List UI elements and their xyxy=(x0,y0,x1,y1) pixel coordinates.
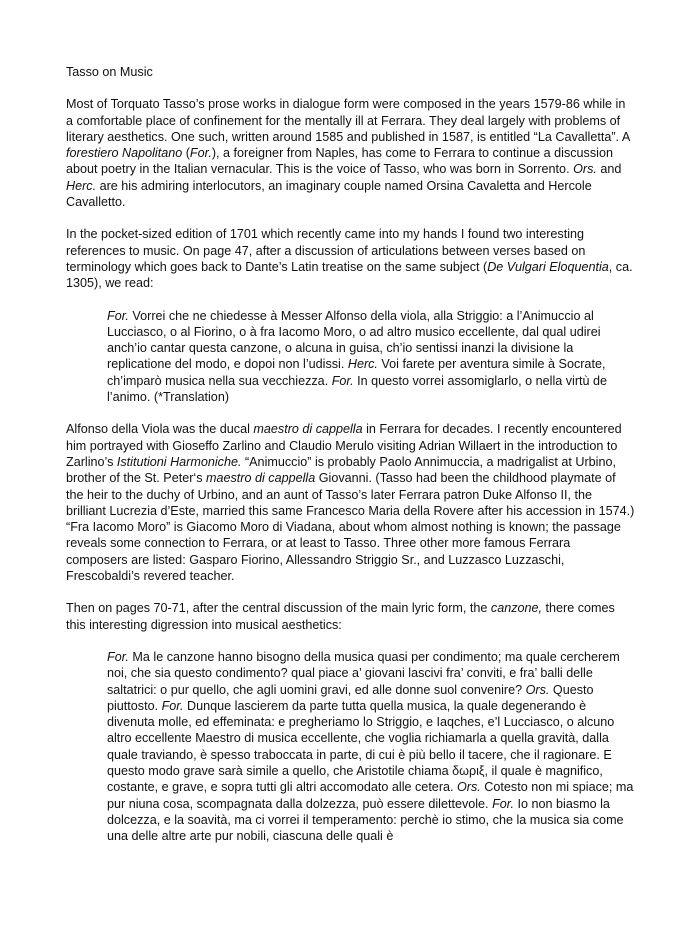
speaker-label: For. xyxy=(331,373,354,388)
speaker-label: Ors. xyxy=(525,682,550,697)
paragraph-intro xyxy=(66,96,635,210)
document-title: Tasso on Music xyxy=(66,65,153,79)
text-run: Voi farete per aventura simile à Socrate, ch’imparò musica nella sua vecchiezza. xyxy=(107,357,606,388)
text-run: Dunque lascierem da parte tutta quella musica, la quale degenerando è divenuta molle, ed effeminata: e pregheriamo lo Striggio, e Iaqches, e’l Lucciasco, o alcuno altro eccellente Maestro di musica eccellente, che voglia richiamarla a quella gravità, dalla quale traviando, è spesso traboccata in parte, di cui è più bello il tacere, che il ragionare. E questo modo grave sarà simile a quello, che Aristotile chiama δωριξ, il quale è magnifico, costante, e grave, e sopra tutti gli altri accomodato alle cetera. xyxy=(107,698,615,795)
italic-run: forestiero Napolitano xyxy=(66,146,183,161)
text-run: Io non biasmo la dolcezza, e la soavità, ma ci vorrei il temperamento: perchè io stimo, che la musica sia come una delle altre arte pur nobili, ciascuna delle quali è xyxy=(107,796,624,844)
speaker-label: For. xyxy=(161,698,184,713)
text-run: Then on pages 70-71, after the central discussion of the main lyric form, the xyxy=(66,601,491,616)
text-run: “Animuccio” is probably Paolo Annimuccia, a madrigalist at Urbino, brother of the St. Peter‘s xyxy=(66,454,616,486)
text-run: and xyxy=(596,162,622,177)
text-run: In the pocket-sized edition of 1701 which recently came into my hands I found two interesting references to music. On page 47, after a discussion of articulations between verses based on terminology which goes back to Dante’s Latin treatise on the same subject ( xyxy=(66,227,586,274)
text-run: Alfonso della Viola was the ducal xyxy=(66,422,254,437)
text-run: Most of Torquato Tasso’s prose works in dialogue form were composed in the years 1579-86 while in a comfortable place of confinement for the mentally ill at Ferrara. They deal largely with problems of literary aesthetics. One such, written around 1585 and published in 1587, is entitled “La Cavalletta”. A xyxy=(66,97,630,144)
italic-run: De Vulgari Eloquentia xyxy=(487,259,609,274)
text-run: Giovanni. (Tasso had been the childhood playmate of the heir to the duchy of Urbino, and an aunt of Tasso’s later Ferrara patron Duke Alfonso II, the brilliant Lucrezia d’Este, married this same Francesco Maria della Rovere after his accession in 1574.) “Fra Iacomo Moro” is Giacomo Moro di Viadana, about whom almost nothing is known; the passage reveals some connection to Ferrara, or at least to Tasso. Three other more famous Ferrara composers are listed: Gasparo Fiorino, Allessandro Striggio Sr., and Luzzasco Luzzaschi, Frescobaldi’s revered teacher. xyxy=(66,471,635,584)
text-run: ( xyxy=(182,146,190,161)
block-quote-first xyxy=(66,308,635,406)
text-run: there comes this interesting digression into musical aesthetics: xyxy=(66,601,615,632)
text-run: in Ferrara for decades. I recently encountered him portrayed with Gioseffo Zarlino and Claudio Merulo visiting Adrian Willaert in the introduction to Zarlino’s xyxy=(66,422,622,469)
text-run: Vorrei che ne chiedesse à Messer Alfonso della viola, alla Striggio: a l’Animuccio al Lucciasco, o al Fiorino, o à fra Iacomo Moro, o ad altro musico eccellente, dal qual udirei anch’io cantar questa canzone, o alcuna in guisa, ch’io sentissi inanzi la divisione la replicatione del modo, e dopoi non l’udissi. xyxy=(107,308,601,372)
speaker-label: For. xyxy=(492,796,514,811)
speaker-label: Ors. xyxy=(457,780,481,795)
italic-run: maestro di cappella xyxy=(253,422,363,437)
text-run: Cotesto non mi spiace; ma pur niuna cosa, scompagnata dalla dolzezza, può essere dilettevole. xyxy=(107,780,634,811)
paragraph-commentary xyxy=(66,421,635,584)
text-run: Questo piuttosto. xyxy=(107,682,594,713)
text-run: Ma le canzone hanno bisogno della musica quasi per condimento; ma quale cercherem noi, che sia questo condimento? qual piace a’ giovani lascivi fra’ conviti, e fra’ balli delle saltatrici: o pur quello, che agli uomini gravi, ed alle donne suol convenire? xyxy=(107,649,620,697)
text-run: are his admiring interlocutors, an imaginary couple named Orsina Cavaletta and Hercole Cavalletto. xyxy=(66,178,592,210)
italic-run: Herc. xyxy=(66,178,97,193)
italic-run: Ors. xyxy=(573,162,597,177)
italic-run: maestro di cappella xyxy=(206,471,316,486)
text-run: In questo vorrei assomiglarlo, o nella virtù de l’animo. (*Translation) xyxy=(107,373,608,405)
paragraph-digression xyxy=(66,600,635,633)
text-run: , ca. 1305), we read: xyxy=(66,259,633,291)
speaker-label: For. xyxy=(107,308,129,323)
block-quote-second xyxy=(66,649,635,845)
italic-run: For. xyxy=(189,146,212,161)
italic-run: Istitutioni Harmoniche. xyxy=(116,454,242,469)
text-run: ), a foreigner from Naples, has come to Ferrara to continue a discussion about poetry in the Italian vernacular. This is the voice of Tasso, who was born in Sorrento. xyxy=(66,146,613,177)
italic-run: canzone, xyxy=(490,601,543,616)
speaker-label: For. xyxy=(107,649,129,664)
speaker-label: Herc. xyxy=(347,357,378,372)
paragraph-edition xyxy=(66,226,635,291)
